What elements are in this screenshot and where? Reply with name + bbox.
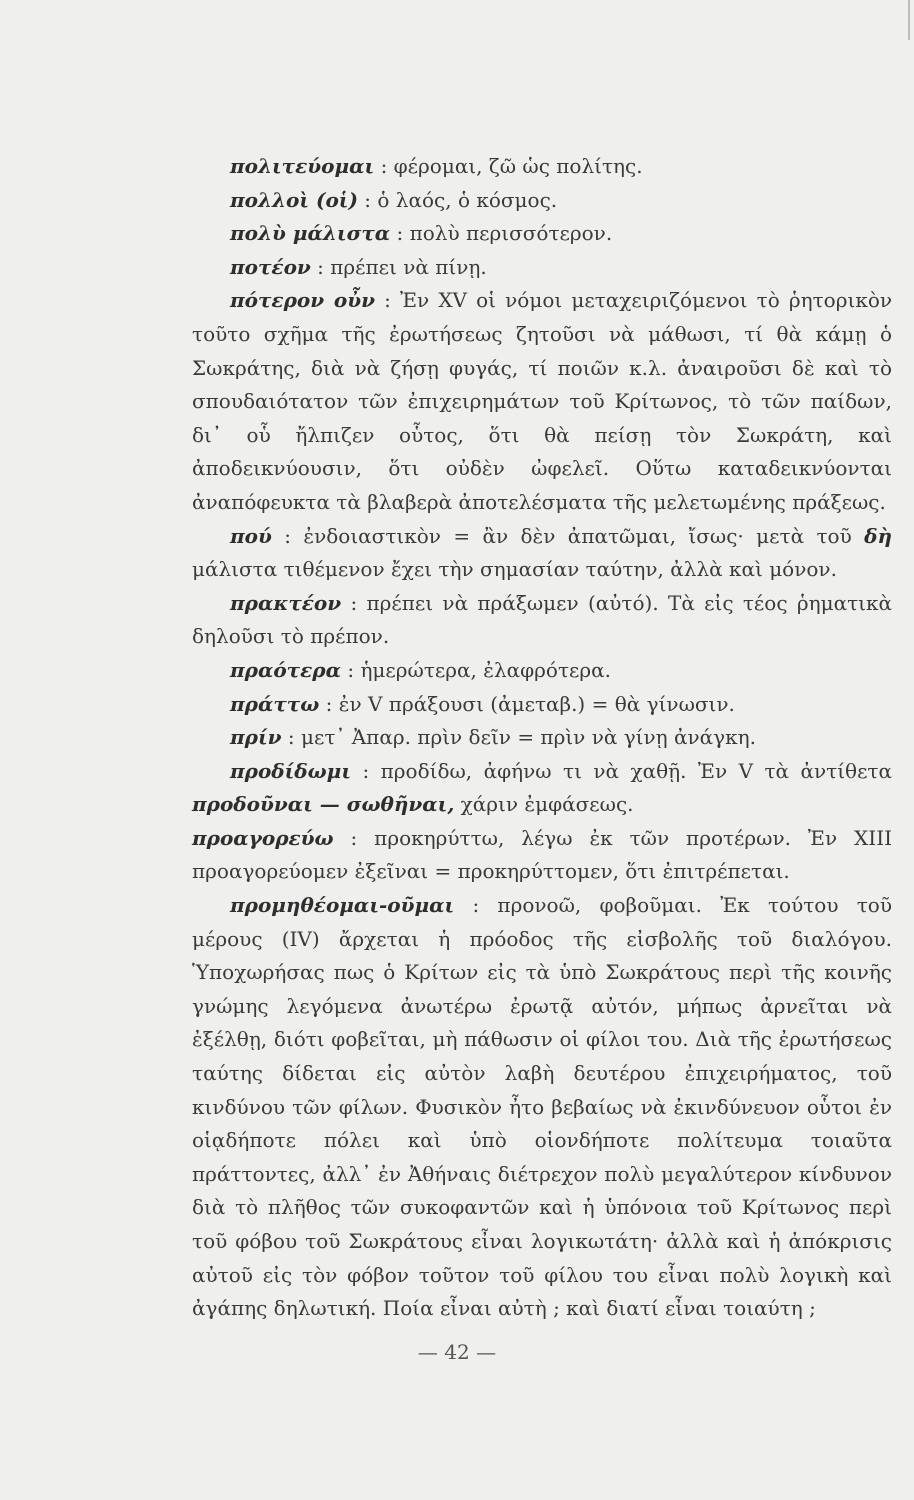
entry-definition: Ἐν XV οἱ νόμοι μεταχειριζόμενοι τὸ ῥητορικὸν τοῦτο σχῆμα τῆς ἐρωτήσεως ζητοῦσι νὰ μάθωσι, τί θὰ κάμῃ ὁ Σωκράτης, διὰ νὰ ζήσῃ φυγάς, τί ποιῶν κ.λ. ἀναιροῦσι δὲ καὶ τὸ σπουδαιότατον τῶν ἐπιχειρημάτων τοῦ Κρίτωνος, τὸ τῶν παίδων, δι᾽ οὗ ἤλπιζεν οὗτος, ὅτι θὰ πείσῃ τὸν Σωκράτη, καὶ ἀποδεικνύουσιν, ὅτι οὐδὲν ὠφελεῖ. Οὕτω καταδεικνύονται ἀναπόφευκτα τὰ βλαβερὰ ἀποτελέσματα τῆς μελετωμένης πράξεως. [192, 288, 893, 514]
entry-term: πρακτέον [230, 590, 342, 615]
entry-definition: πολὺ περισσότερον. [409, 221, 613, 246]
glossary-entry [230, 217, 892, 251]
entry-separator: : [390, 221, 410, 246]
entry-separator: : [310, 254, 331, 279]
glossary-entry [230, 654, 892, 688]
glossary-entry [192, 284, 892, 519]
entry-definition: ἡμερώτερα, ἐλαφρότερα. [360, 657, 612, 682]
entry-definition: πρέπει νὰ πίνῃ. [330, 254, 487, 279]
entry-separator: : [374, 288, 400, 313]
entry-definition: προκηρύττω, λέγω ἐκ τῶν προτέρων. Ἐν XIII προαγορεύομεν ἐξεῖναι = προκηρύττομεν, ὅτι ἐπιτρέπεται. [192, 825, 892, 884]
entry-term: πράττω [230, 691, 320, 716]
page-number: — 42 — [417, 1340, 497, 1364]
glossary-entry [230, 721, 892, 755]
entry-term: πραότερα [230, 657, 341, 682]
entry-term: πολὺ μάλιστα [230, 221, 391, 246]
glossary-entry [230, 688, 892, 722]
entry-separator: : [357, 187, 378, 212]
page-edge-mark [908, 0, 910, 40]
entry-definition: ὁ λαός, ὁ κόσμος. [377, 187, 558, 212]
entry-inline-term: προδοῦναι — σωθῆναι, [192, 792, 455, 817]
entry-term: προμηθέομαι-οῦμαι [230, 893, 455, 918]
entry-separator: : [319, 691, 339, 716]
entry-term: πού [230, 523, 272, 548]
entry-definition: προδίδω, ἀφήνω τι νὰ χαθῇ. Ἐν V τὰ ἀντίθετα [380, 758, 893, 783]
entry-separator: : [333, 825, 375, 850]
entry-inline-term: δὴ [864, 523, 893, 548]
entry-definition: μετ᾽ Ἀπαρ. πρὶν δεῖν = πρὶν νὰ γίνῃ ἀνάγκη. [300, 725, 756, 750]
entry-separator: : [351, 758, 381, 783]
entry-term: ποτέον [230, 254, 311, 279]
glossary-entry [192, 587, 892, 654]
entry-term: προδίδωμι [230, 758, 351, 783]
entry-term: πολλοὶ (οἱ) [230, 187, 358, 212]
glossary-entry [192, 520, 892, 587]
glossary-entry [192, 822, 892, 889]
entry-definition: ἐν V πράξουσι (ἀμεταβ.) = θὰ γίνωσιν. [338, 691, 735, 716]
entry-definition: ἐνδοιαστικὸν = ἂν δὲν ἀπατῶμαι, ἴσως· μετὰ τοῦ δὴ μάλιστα τιθέμενον ἔχει τὴν σημασίαν ταύτην, ἀλλὰ καὶ μόνον. [192, 523, 893, 582]
entry-separator: : [281, 725, 301, 750]
glossary-entry [192, 755, 892, 822]
entry-definition: φέρομαι, ζῶ ὡς πολίτης. [393, 154, 643, 178]
glossary-entry [230, 150, 892, 184]
entry-separator: : [454, 893, 498, 918]
entry-separator: : [340, 657, 361, 682]
entry-term: προαγορεύω [192, 825, 334, 850]
entry-definition: πρέπει νὰ πράξωμεν (αὐτό). Τὰ εἰς τέος ῥηματικὰ δηλοῦσι τὸ πρέπον. [192, 590, 892, 649]
entry-term: πότερον οὖν [230, 288, 375, 313]
glossary-entry [192, 889, 892, 1326]
entry-definition-end: χάριν ἐμφάσεως. [454, 792, 634, 817]
entry-term: πολιτεύομαι [230, 154, 375, 178]
entry-definition: προνοῶ, φοβοῦμαι. Ἐκ τούτου τοῦ μέρους (IV) ἄρχεται ἡ πρόοδος τῆς εἰσβολῆς τοῦ διαλόγου. Ὑποχωρήσας πως ὁ Κρίτων εἰς τὰ ὑπὸ Σωκράτους περὶ τῆς κοινῆς γνώμης λεγόμενα ἀνωτέρω ἐρωτᾷ αὐτόν, μήπως ἀρνεῖται νὰ ἐξέλθῃ, διότι φοβεῖται, μὴ πάθωσιν οἱ φίλοι του. Διὰ τῆς ἐρωτήσεως ταύτης δίδεται εἰς αὐτὸν λαβὴ δευτέρου ἐπιχειρήματος, τοῦ κινδύνου τῶν φίλων. Φυσικὸν ἦτο βεβαίως νὰ ἐκινδύνευον οὗτοι ἐν οἱᾳδήποτε πόλει καὶ ὑπὸ οἱονδήποτε πολίτευμα τοιαῦτα πράττοντες, ἀλλ᾽ ἐν Ἀθήναις διέτρεχον πολὺ μεγαλύτερον κίνδυνον διὰ τὸ πλῆθος τῶν συκοφαντῶν καὶ ἡ ὑπόνοια τοῦ Κρίτωνος περὶ τοῦ φόβου τοῦ Σωκράτους εἶναι λογικωτάτη· ἀλλὰ καὶ ἡ ἀπόκρισις αὐτοῦ εἰς τὸν φόβον τοῦτον τοῦ φίλου του εἶναι πολὺ λογικὴ καὶ ἀγάπης δηλωτική. Ποία εἶναι αὐτὴ ; καὶ διατί εἶναι τοιαύτη ; [192, 893, 892, 1321]
entry-separator: : [271, 523, 304, 548]
glossary-text [192, 150, 893, 1326]
entry-separator: : [341, 590, 367, 615]
entry-term: πρίν [230, 725, 282, 750]
glossary-entry [230, 184, 892, 218]
entry-separator: : [374, 154, 394, 178]
glossary-entry [230, 251, 892, 285]
